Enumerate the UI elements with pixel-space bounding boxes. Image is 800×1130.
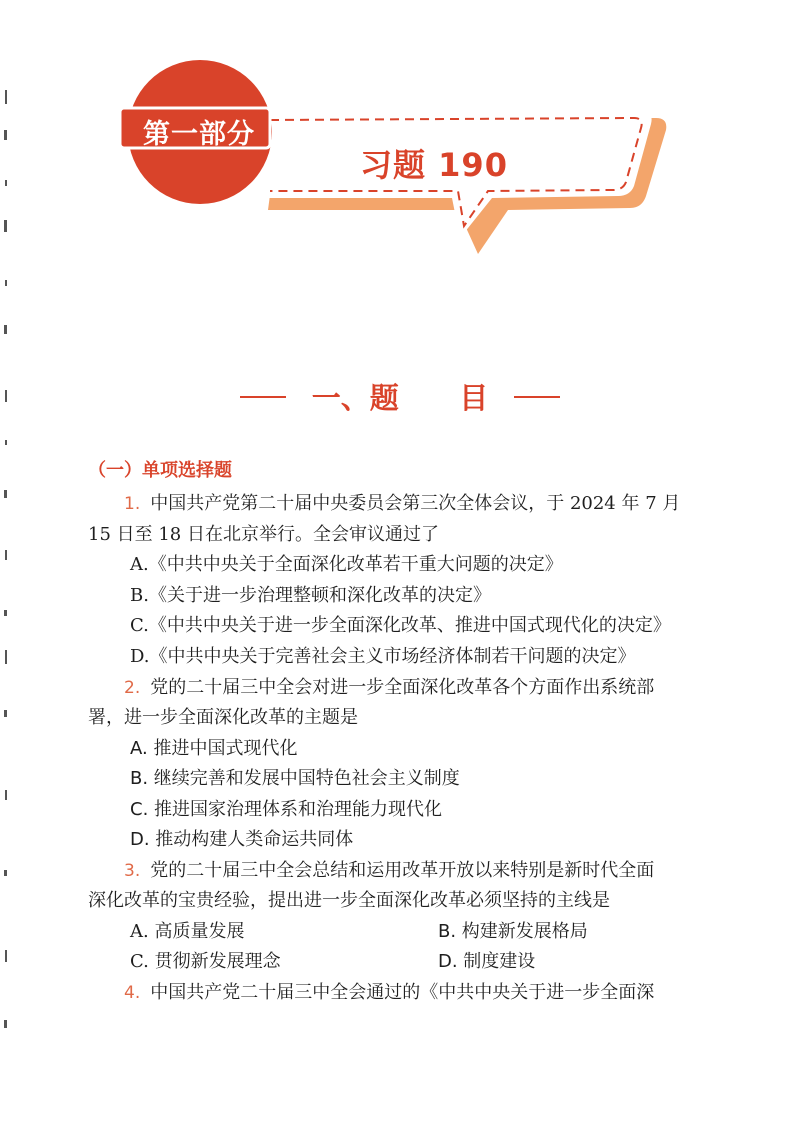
section-heading (240, 376, 560, 416)
question-stem: 中国共产党二十届三中全会通过的《中共中央关于进一步全面深 (150, 982, 655, 1003)
question-stem: 党的二十届三中全会总结和运用改革开放以来特别是新时代全面 (150, 860, 655, 881)
question-number: 2. (124, 678, 141, 698)
question-2-option-b: B. 继续完善和发展中国特色社会主义制度 (130, 768, 460, 789)
question-2-line-1 (124, 676, 654, 700)
question-2-option-d: D. 推动构建人类命运共同体 (130, 829, 354, 850)
question-1-option-c: C.《中共中央关于进一步全面深化改革、推进中国式现代化的决定》 (130, 615, 671, 636)
part-label: 第一部分 (143, 119, 255, 150)
question-4-line-1 (124, 981, 654, 1005)
question-2-line-2: 署，进一步全面深化改革的主题是 (88, 707, 358, 728)
question-3-option-d: D. 制度建设 (438, 951, 536, 972)
question-number: 1. (124, 494, 141, 514)
question-3-line-2: 深化改革的宝贵经验，提出进一步全面深化改革必须坚持的主线是 (88, 890, 610, 911)
question-stem: 中国共产党第二十届中央委员会第三次全体会议，于 2024 年 7 月 (150, 493, 681, 514)
question-1-option-a: A.《中共中央关于全面深化改革若干重大问题的决定》 (130, 554, 563, 575)
question-3-option-b: B. 构建新发展格局 (438, 921, 588, 942)
heading-text: 一、题 目 (311, 381, 489, 415)
question-2-option-c: C. 推进国家治理体系和治理能力现代化 (130, 799, 443, 820)
section-title: 习题 190 (360, 146, 508, 184)
question-1-option-d: D.《中共中央关于完善社会主义市场经济体制若干问题的决定》 (130, 646, 636, 667)
question-number: 4. (124, 983, 141, 1003)
question-3-option-c: C. 贯彻新发展理念 (130, 951, 281, 972)
binding-marks (2, 90, 12, 1050)
question-3-line-1 (124, 859, 654, 883)
question-1-option-b: B.《关于进一步治理整顿和深化改革的决定》 (130, 585, 491, 606)
subsection-label: （一）单项选择题 (88, 460, 232, 481)
question-stem: 党的二十届三中全会对进一步全面深化改革各个方面作出系统部 (150, 677, 655, 698)
question-1-line-1 (124, 492, 680, 516)
question-1-line-2: 15 日至 18 日在北京举行。全会审议通过了 (88, 524, 439, 545)
heading-dash-right (514, 396, 560, 398)
question-2-option-a: A. 推进中国式现代化 (130, 738, 298, 759)
chapter-banner (108, 58, 708, 258)
question-number: 3. (124, 861, 141, 881)
question-3-option-a: A. 高质量发展 (130, 921, 245, 942)
heading-dash-left (240, 396, 286, 398)
